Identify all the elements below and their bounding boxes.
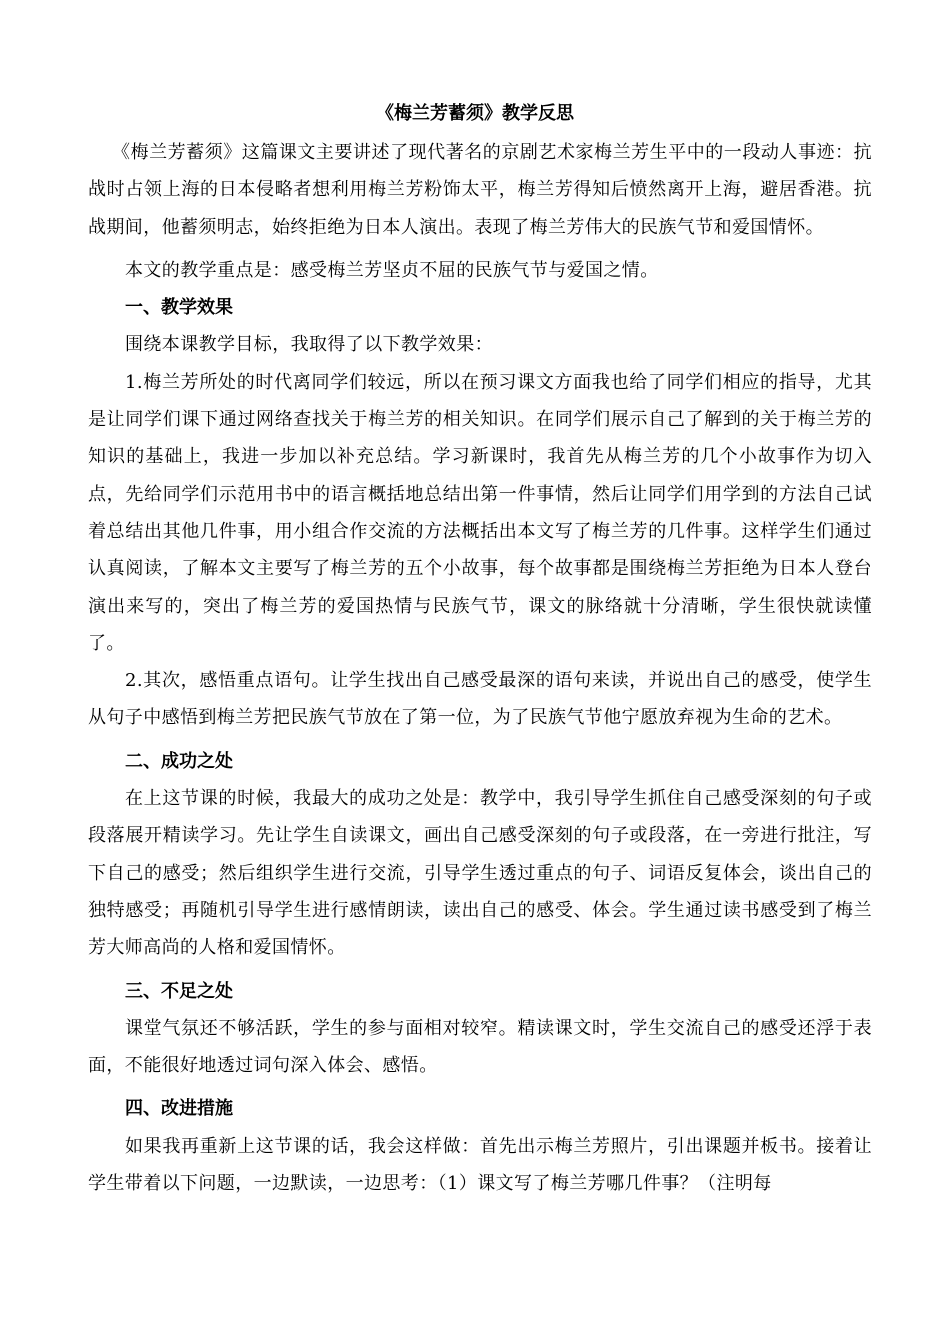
shortcomings-paragraph: 课堂气氛还不够活跃，学生的参与面相对较窄。精读课文时，学生交流自己的感受还浮于表面，不能很好地透过词句深入体会、感悟。 bbox=[88, 1017, 872, 1077]
document-body bbox=[88, 134, 872, 1202]
effects-intro-paragraph: 围绕本课教学目标，我取得了以下教学效果： bbox=[125, 334, 493, 356]
document-title: 《梅兰芳蓄须》教学反思 bbox=[376, 103, 574, 124]
section-heading-improvements: 四、改进措施 bbox=[125, 1098, 233, 1120]
successes-paragraph: 在上这节课的时候，我最大的成功之处是：教学中，我引导学生抓住自己感受深刻的句子或段落展开精读学习。先让学生自读课文，画出自己感受深刻的句子或段落，在一旁进行批注，写下自己的感受；然后组织学生进行交流，引导学生透过重点的句子、词语反复体会，谈出自己的独特感受；再随机引导学生进行感情朗读，读出自己的感受、体会。学生通过读书感受到了梅兰芳大师高尚的人格和爱国情怀。 bbox=[88, 788, 872, 959]
effects-point-2-paragraph: 2.其次，感悟重点语句。让学生找出自己感受最深的语句来读，并说出自己的感受，使学生从句子中感悟到梅兰芳把民族气节放在了第一位，为了民族气节他宁愿放弃视为生命的艺术。 bbox=[88, 670, 872, 729]
focus-paragraph: 本文的教学重点是：感受梅兰芳坚贞不屈的民族气节与爱国之情。 bbox=[125, 259, 659, 281]
effects-point-1-paragraph: 1.梅兰芳所处的时代离同学们较远，所以在预习课文方面我也给了同学们相应的指导，尤其是让同学们课下通过网络查找关于梅兰芳的相关知识。在同学们展示自己了解到的关于梅兰芳的知识的基础上，我进一步加以补充总结。学习新课时，我首先从梅兰芳的几个小故事作为切入点，先给同学们示范用书中的语言概括地总结出第一件事情，然后让同学们用学到的方法自己试着总结出其他几件事，用小组合作交流的方法概括出本文写了梅兰芳的几件事。这样学生们通过认真阅读，了解本文主要写了梅兰芳的五个小故事，每个故事都是围绕梅兰芳拒绝为日本人登台演出来写的，突出了梅兰芳的爱国热情与民族气节，课文的脉络就十分清晰，学生很快就读懂了。 bbox=[88, 371, 872, 654]
intro-paragraph: 《梅兰芳蓄须》这篇课文主要讲述了现代著名的京剧艺术家梅兰芳生平中的一段动人事迹：抗战时占领上海的日本侵略者想利用梅兰芳粉饰太平，梅兰芳得知后愤然离开上海，避居香港。抗战期间，他蓄须明志，始终拒绝为日本人演出。表现了梅兰芳伟大的民族气节和爱国情怀。 bbox=[88, 142, 872, 238]
section-heading-successes: 二、成功之处 bbox=[125, 750, 233, 772]
section-heading-shortcomings: 三、不足之处 bbox=[125, 980, 233, 1002]
improvements-paragraph: 如果我再重新上这节课的话，我会这样做：首先出示梅兰芳照片，引出课题并板书。接着让学生带着以下问题，一边默读，一边思考：（1）课文写了梅兰芳哪几件事？（注明每 bbox=[88, 1135, 872, 1195]
section-heading-effects: 一、教学效果 bbox=[125, 297, 233, 319]
